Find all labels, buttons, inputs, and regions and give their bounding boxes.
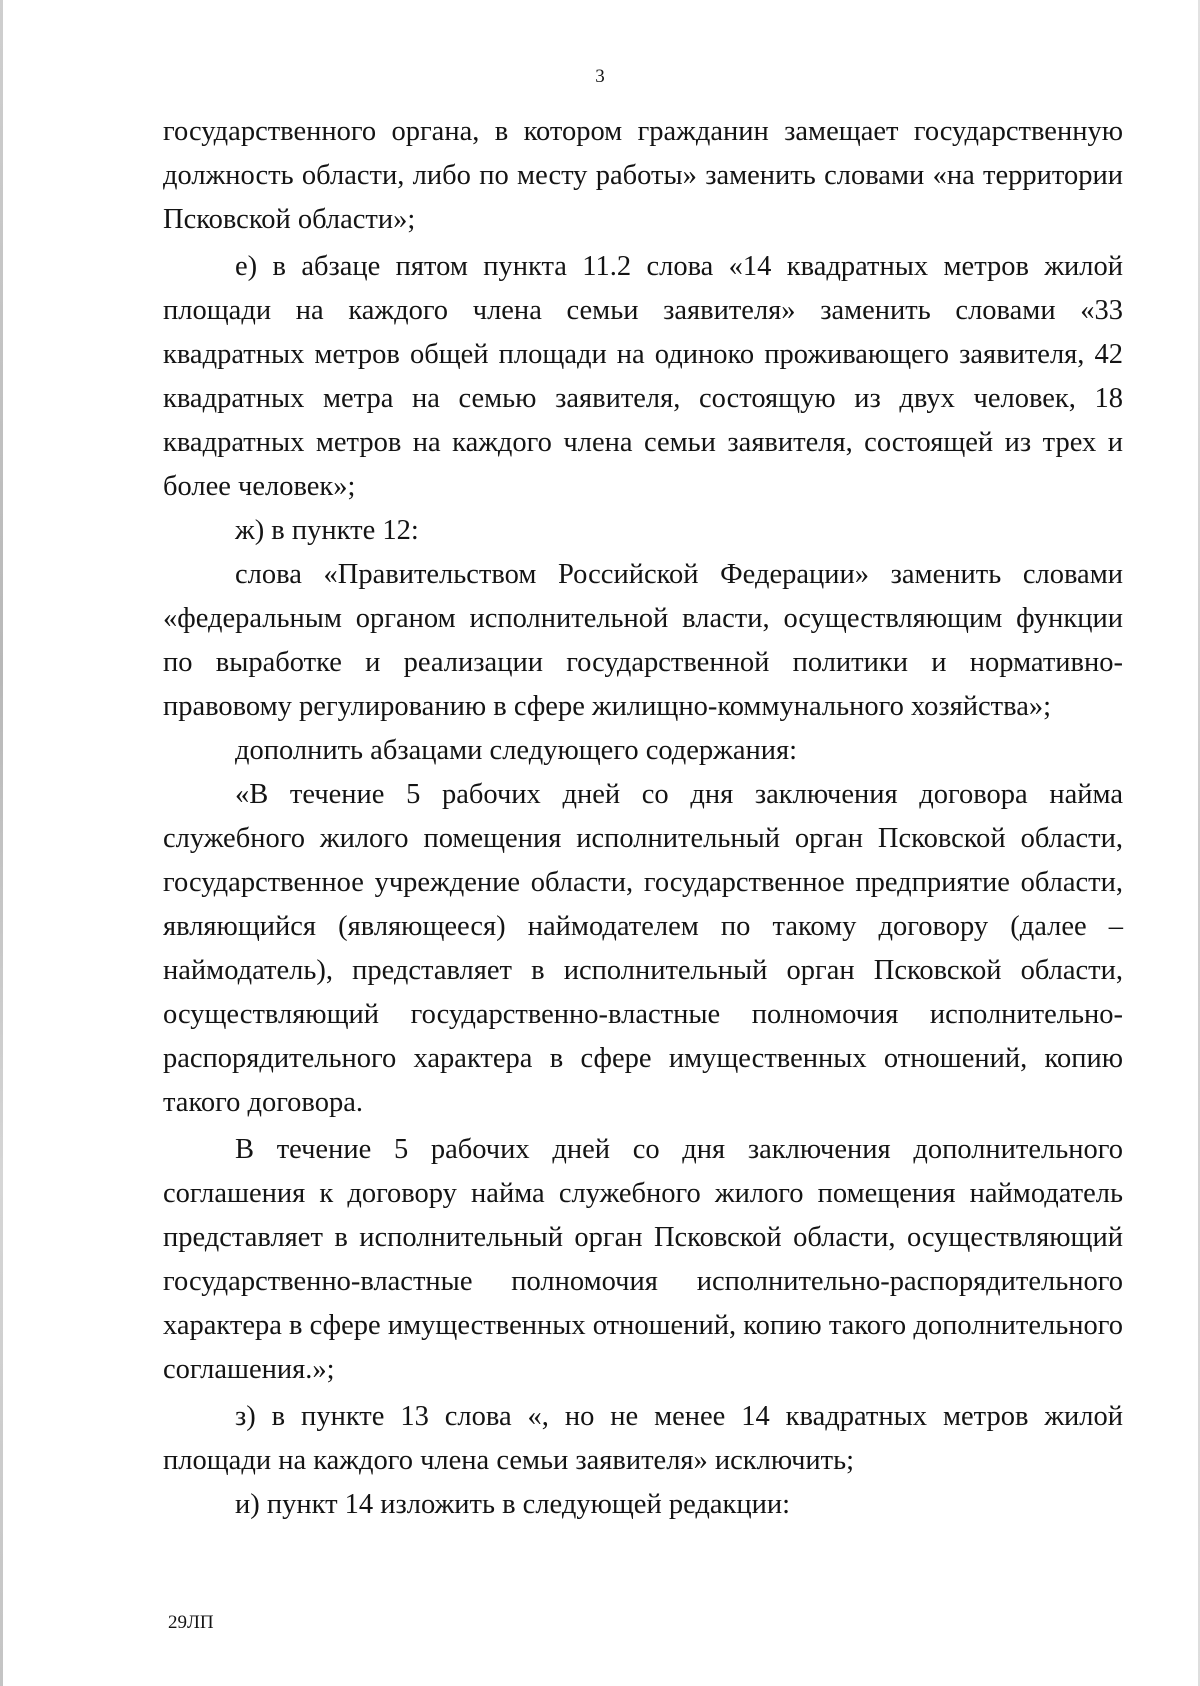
paragraph-item-i: и) пункт 14 изложить в следующей редакции: <box>235 1489 791 1520</box>
paragraph-item-zh: ж) в пункте 12: <box>235 515 419 546</box>
scan-edge-left <box>0 0 3 1686</box>
paragraph-item-z: з) в пункте 13 слова «, но не менее 14 квадратных метров жилой площади на каждого члена семьи заявителя» исключить; <box>163 1401 1123 1476</box>
paragraph-contract-copy: «В течение 5 рабочих дней со дня заключения договора найма служебного жилого помещения исполнительный орган Псковской области, государственное учреждение области, государственное предприятие области, являющийся (являющееся) наймодателем по такому договору (далее – наймодатель), представляет в исполнительный орган Псковской области, осуществляющий государственно-властные полномочия исполнительно-распорядительного характера в сфере имущественных отношений, копию такого договора. <box>163 779 1123 1118</box>
document-body <box>163 110 1123 1527</box>
page-number: 3 <box>595 66 605 87</box>
paragraph-add-paragraphs: дополнить абзацами следующего содержания: <box>235 735 798 766</box>
footer-document-code: 29ЛП <box>168 1612 214 1633</box>
paragraph-agreement-copy: В течение 5 рабочих дней со дня заключения дополнительного соглашения к договору найма служебного жилого помещения наймодатель представляет в исполнительный орган Псковской области, осуществляющий государственно-властные полномочия исполнительно-распорядительного характера в сфере имущественных отношений, копию такого дополнительного соглашения.»; <box>163 1134 1123 1385</box>
paragraph-item-e: е) в абзаце пятом пункта 11.2 слова «14 квадратных метров жилой площади на каждого члена семьи заявителя» заменить словами «33 квадратных метров общей площади на одиноко проживающего заявителя, 42 квадратных метра на семью заявителя, состоящую из двух человек, 18 квадратных метров на каждого члена семьи заявителя, состоящей из трех и более человек»; <box>163 251 1123 502</box>
paragraph-replace-government: слова «Правительством Российской Федерации» заменить словами «федеральным органом исполнительной власти, осуществляющим функции по выработке и реализации государственной политики и нормативно-правовому регулированию в сфере жилищно-коммунального хозяйства»; <box>163 559 1123 722</box>
paragraph-continuation: государственного органа, в котором гражданин замещает государственную должность области, либо по месту работы» заменить словами «на территории Псковской области»; <box>163 116 1123 235</box>
